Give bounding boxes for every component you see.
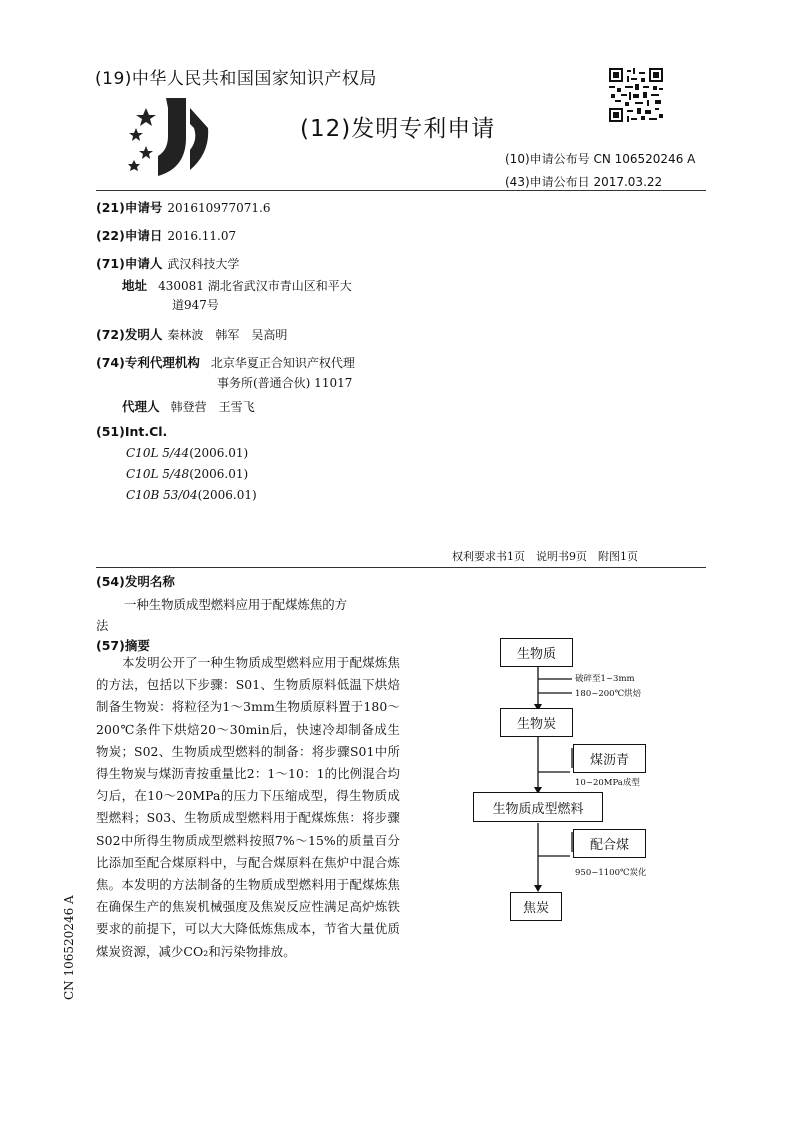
application-date-row: (22)申请日 2016.11.07 xyxy=(96,228,237,243)
ipc-class-2: C10L 5/48(2006.01) xyxy=(126,467,249,481)
flow-note-carbonize: 950~1100℃炭化 xyxy=(575,868,647,878)
cnipa-logo-icon xyxy=(128,98,218,178)
side-publication-number: CN 106520246 A xyxy=(62,895,76,1000)
document-type: (12)发明专利申请 xyxy=(300,116,496,142)
ipc-class-3: C10B 53/04(2006.01) xyxy=(126,488,257,502)
ipc-class-1: C10L 5/44(2006.01) xyxy=(126,446,249,460)
flow-note-crush: 破碎至1~3mm xyxy=(575,674,635,684)
header-divider xyxy=(96,190,706,191)
application-number-row: (21)申请号 201610977071.6 xyxy=(96,200,271,215)
flow-box-biochar: 生物炭 xyxy=(500,708,573,737)
int-cl-label: (51)Int.Cl. xyxy=(96,424,168,439)
pages-divider xyxy=(96,567,706,568)
address-line-2: 道947号 xyxy=(172,298,219,312)
flow-box-coal-pitch: 煤沥青 xyxy=(573,744,646,773)
flow-box-biomass: 生物质 xyxy=(500,638,573,667)
patent-office-name: (19)中华人民共和国国家知识产权局 xyxy=(95,69,377,89)
flow-note-torrefy: 180~200℃烘焙 xyxy=(575,689,642,699)
agents-row: 代理人 韩登营 王雪飞 xyxy=(122,399,255,414)
address-row: 地址 430081 湖北省武汉市青山区和平大 xyxy=(122,278,352,293)
flow-note-press: 10~20MPa成型 xyxy=(575,778,640,788)
agency-line-2: 事务所(普通合伙) 11017 xyxy=(217,376,353,390)
publication-number: (10)申请公布号 CN 106520246 A xyxy=(505,152,696,166)
abstract-text: 本发明公开了一种生物质成型燃料应用于配煤炼焦的方法，包括以下步骤：S01、生物质原料低温下烘焙制备生物炭：将粒径为1～3mm生物质原料置于180～200℃条件下烘焙20～30min后，快速冷却制备成生物炭；S02、生物质成型燃料的制备：将步骤S01中所得生物炭与煤沥青按重量比2：1～10：1的比例混合均匀后，在10～20MPa的压力下压缩成型，得生物质成型燃料；S03、生物质成型燃料用于配煤炼焦：将步骤S02中所得生物质成型燃料按照7%～15%的质量百分比添加至配合煤原料中，与配合煤原料在焦炉中混合炼焦。本发明的方法制备的生物质成型燃料用于配煤炼焦在确保生产的焦炭机械强度及焦炭反应性满足高炉炼铁要求的前提下，可以大大降低炼焦成本，节省大量优质煤炭资源，减少CO₂和污染物排放。 xyxy=(96,655,400,959)
flowchart-connectors xyxy=(470,630,670,930)
qr-code-icon xyxy=(609,68,663,122)
agency-row: (74)专利代理机构 北京华夏正合知识产权代理 xyxy=(96,355,355,370)
invention-title: 一种生物质成型燃料应用于配煤炼焦的方 xyxy=(124,597,348,612)
flow-box-coke: 焦炭 xyxy=(510,892,562,921)
flow-box-blend-coal: 配合煤 xyxy=(573,829,646,858)
inventors-row: (72)发明人 秦林波 韩军 吴高明 xyxy=(96,327,288,342)
page-count-info: 权利要求书1页 说明书9页 附图1页 xyxy=(452,550,638,563)
publication-date: (43)申请公布日 2017.03.22 xyxy=(505,175,663,189)
abstract-label: (57)摘要 xyxy=(96,638,150,653)
invention-title-cont: 法 xyxy=(96,618,109,633)
applicant-row: (71)申请人 武汉科技大学 xyxy=(96,256,240,271)
title-label: (54)发明名称 xyxy=(96,574,175,589)
flow-box-briquette: 生物质成型燃料 xyxy=(473,792,603,822)
